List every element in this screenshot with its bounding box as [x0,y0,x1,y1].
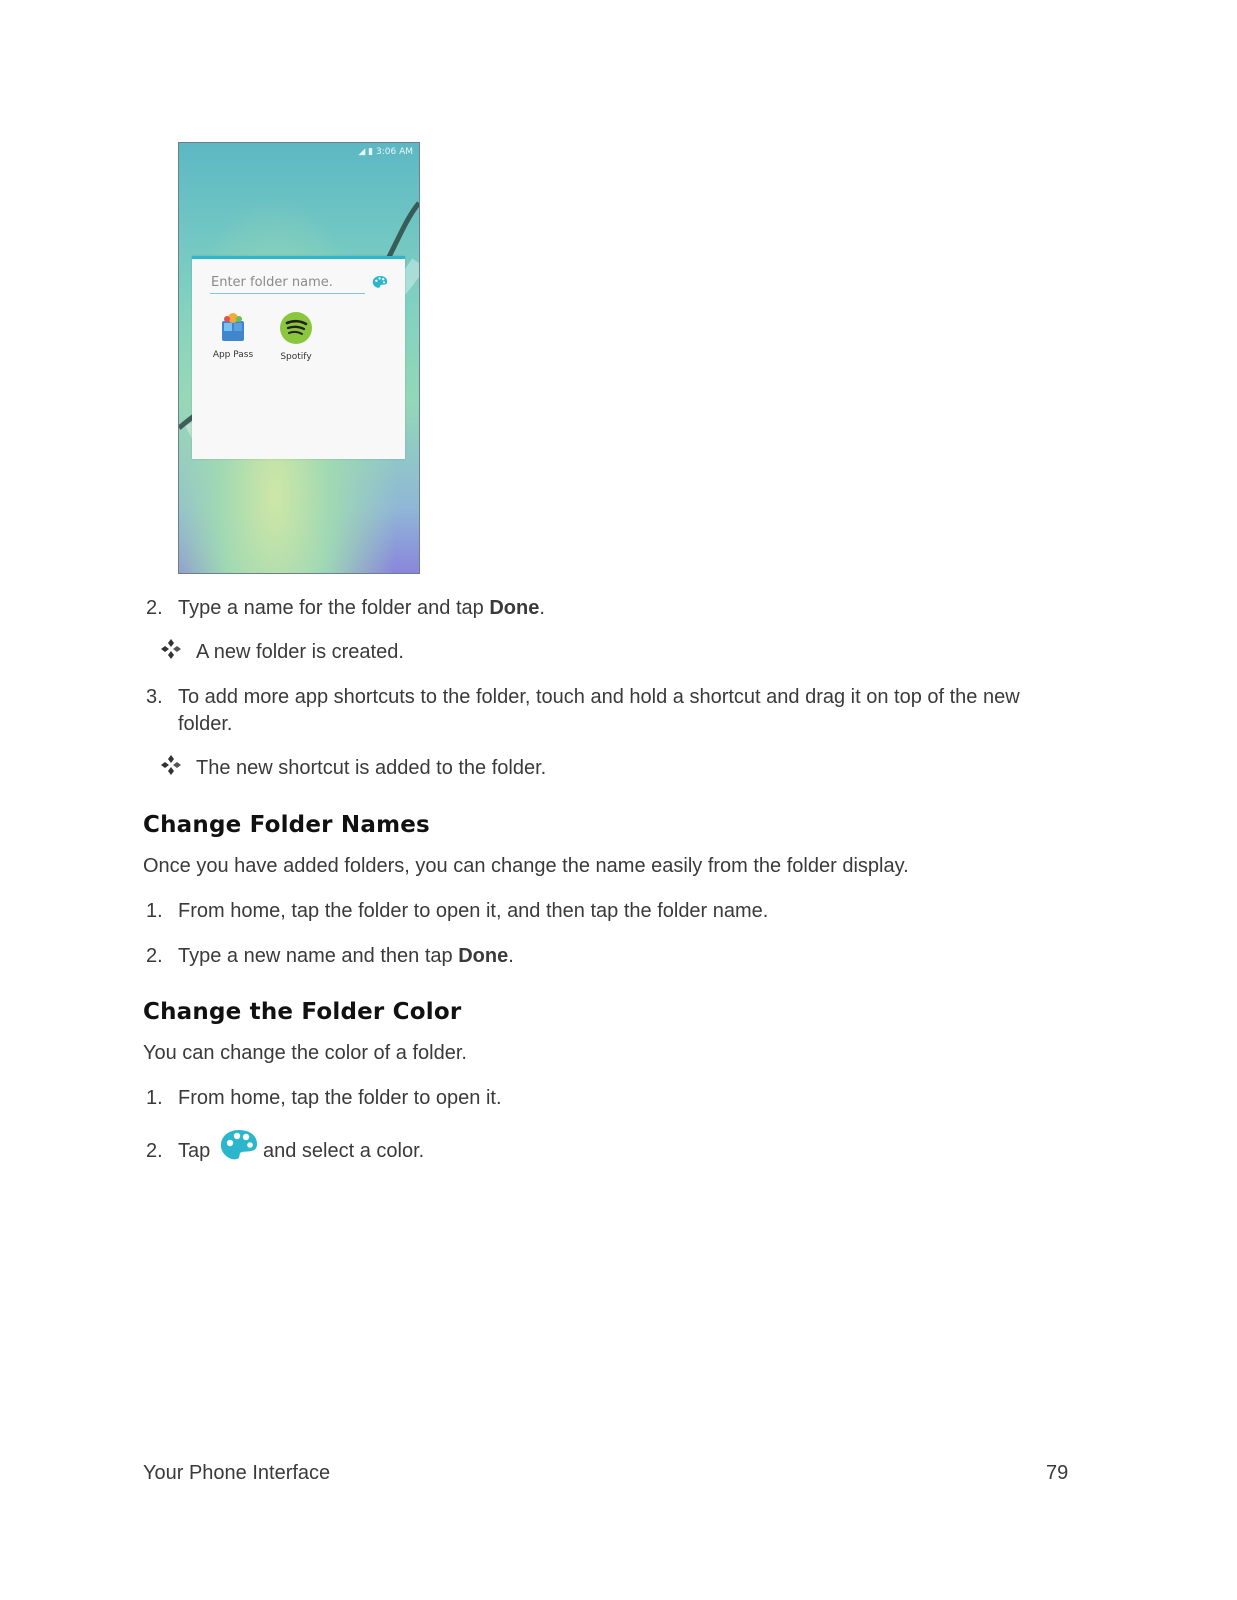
status-bar [358,147,413,157]
section-heading: Change the Folder Color [143,999,462,1025]
step-number: 3. [146,686,163,708]
step-text-main: Type a name for the folder and tap [178,597,490,619]
step-number: 2. [146,945,163,967]
folder-card [192,256,405,459]
done-label: Done [489,597,540,619]
step-text: From home, tap the folder to open it. [178,1087,502,1109]
step-text-suffix: and select a color. [263,1140,425,1162]
section-intro: You can change the color of a folder. [143,1042,467,1064]
battery-icon: ▮ [368,147,374,157]
step-number: 1. [146,1087,163,1109]
step-number: 1. [146,900,163,922]
result-bullet-icon [160,638,182,660]
step-text-line2: folder. [178,713,233,735]
section-intro: Once you have added folders, you can change the name easily from the folder display. [143,855,909,877]
step-text [178,943,514,969]
result-text: A new folder is created. [196,641,404,663]
folder-name-input[interactable] [210,271,365,294]
step-suffix: . [539,597,545,619]
app-pass-icon [217,311,249,343]
result-bullet-icon [160,754,182,776]
step-suffix: . [508,945,514,967]
signal-icon: ◢ [358,147,366,157]
app-label: App Pass [212,350,254,360]
step-text-main: Type a new name and then tap [178,945,459,967]
app-pass-shortcut[interactable] [208,311,258,360]
step-number: 2. [146,597,163,619]
step-text: From home, tap the folder to open it, and then tap the folder name. [178,900,769,922]
status-time: 3:06 AM [376,147,413,157]
app-label: Spotify [280,352,312,362]
palette-icon [219,1128,259,1162]
step-number: 2. [146,1140,163,1162]
section-heading: Change Folder Names [143,812,430,838]
footer-section-title: Your Phone Interface [143,1462,331,1484]
page-number: 79 [1046,1462,1069,1484]
done-label: Done [458,945,509,967]
spotify-icon [279,311,313,345]
spotify-shortcut[interactable] [271,311,321,362]
step-text [178,595,545,621]
folder-screenshot [178,142,420,574]
result-text: The new shortcut is added to the folder. [196,757,547,779]
step-text-line1: To add more app shortcuts to the folder, touch and hold a shortcut and drag it on top of the new [178,686,1020,708]
palette-icon[interactable] [372,275,388,289]
step-text-prefix: Tap [178,1140,211,1162]
